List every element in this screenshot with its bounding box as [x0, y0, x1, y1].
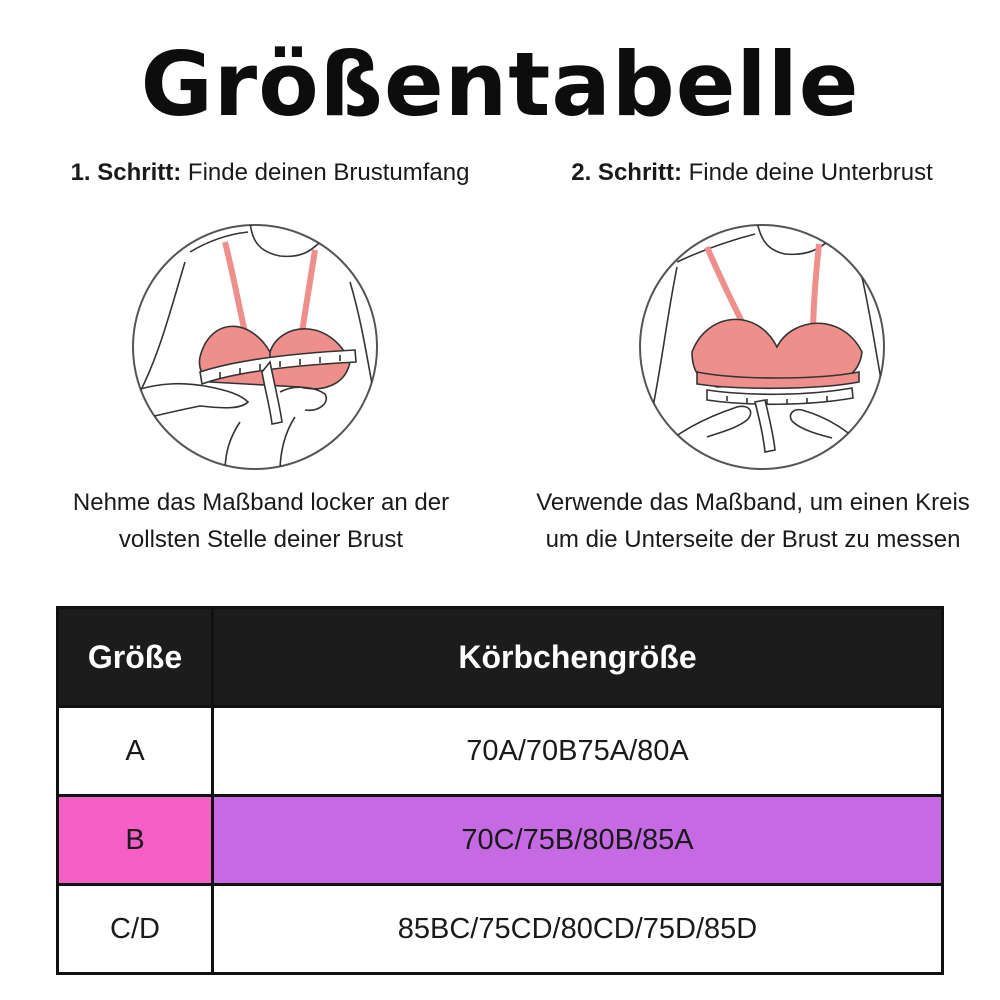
table-row-highlighted	[58, 796, 943, 885]
underbust-measurement-illustration	[637, 222, 887, 472]
size-cell: A	[58, 707, 213, 796]
size-cell: C/D	[58, 885, 213, 974]
cup-size-cell: 70C/75B/80B/85A	[213, 796, 943, 885]
table-header-row	[58, 608, 943, 707]
step-2-label: 2. Schritt:	[571, 159, 682, 186]
step-2-heading	[502, 156, 1000, 190]
cup-size-cell: 70A/70B75A/80A	[213, 707, 943, 796]
step-1-heading	[20, 156, 520, 190]
step-1-label: 1. Schritt:	[70, 159, 182, 186]
cup-size-cell: 85BC/75CD/80CD/75D/85D	[213, 885, 943, 974]
step-2-text: Finde deine Unterbrust	[688, 159, 933, 186]
step-1-description: Nehme das Maßband locker an der vollsten Stelle deiner Brust	[72, 489, 450, 553]
page-title: Größentabelle	[140, 33, 860, 136]
table-row	[58, 885, 943, 974]
table-row	[58, 707, 943, 796]
size-cell: B	[58, 796, 213, 885]
size-chart-table	[56, 606, 944, 975]
step-1-text: Finde deinen Brustumfang	[187, 159, 470, 186]
step-2-description: Verwende das Maßband, um einen Kreis um die Unterseite der Brust zu messen	[536, 489, 970, 553]
header-cup-size: Körbchengröße	[213, 608, 943, 707]
bust-measurement-illustration	[130, 222, 380, 472]
header-size: Größe	[58, 608, 213, 707]
